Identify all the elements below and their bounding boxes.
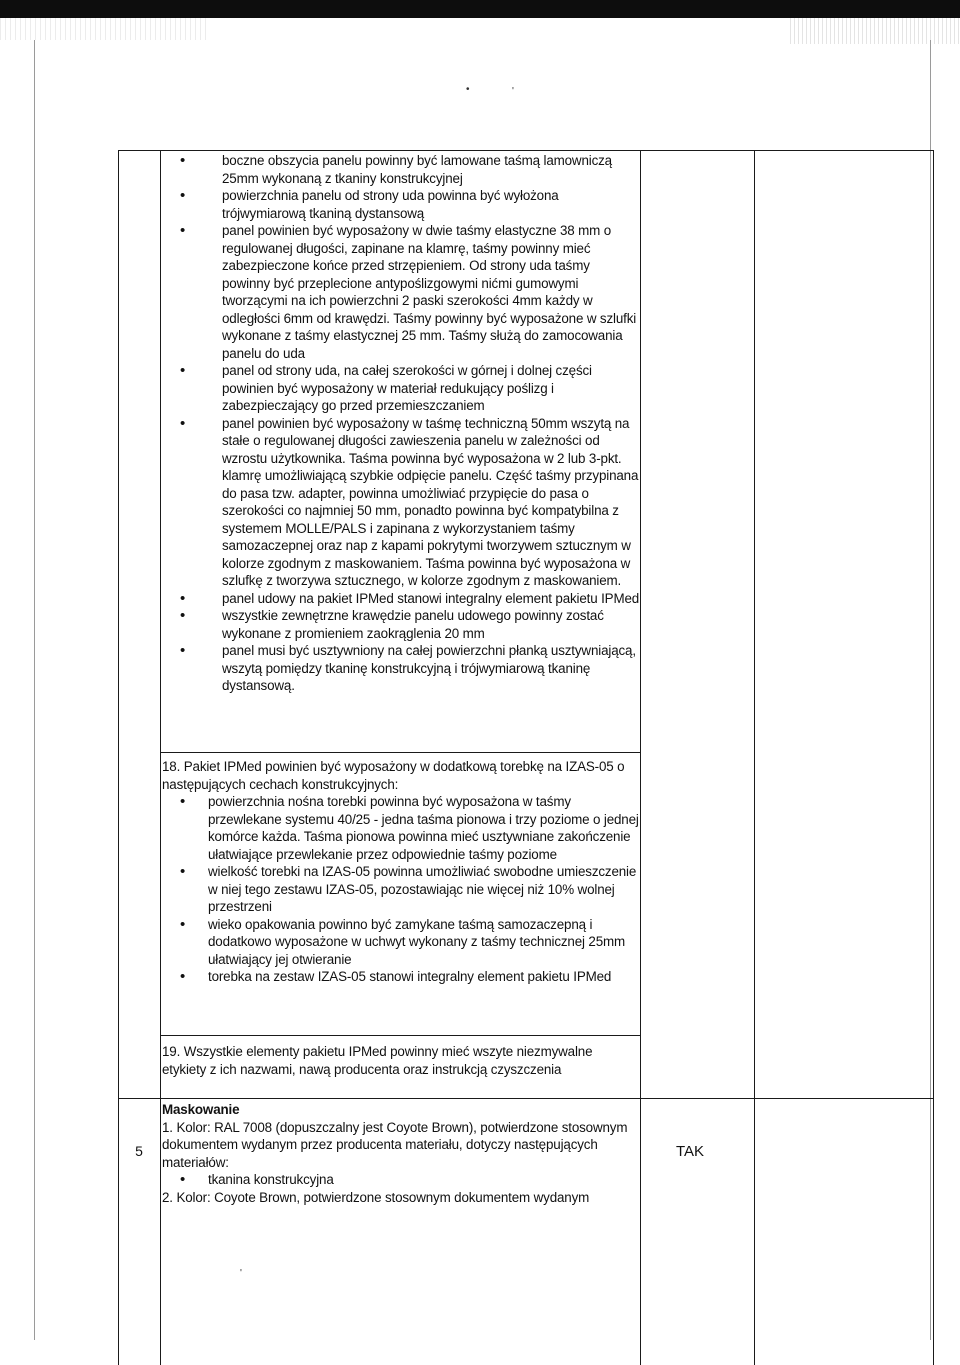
table-divider-answer (754, 150, 755, 1365)
list-item: • wszystkie zewnętrzne krawędzie panelu udowego powinny zostać wykonane z promieniem zaokrąglenia 20 mm (160, 607, 640, 642)
section-heading: Maskowanie (162, 1102, 240, 1117)
table-border-left (118, 150, 119, 1365)
list-item: • powierzchnia panelu od strony uda powinna być wyłożona trójwymiarową tkaniną dystansową (160, 187, 640, 222)
scan-speck: • (466, 84, 470, 95)
scan-top-border (0, 0, 960, 18)
table-border-right (933, 150, 934, 1365)
compliance-answer: TAK (675, 1143, 705, 1160)
block-separator (160, 1035, 640, 1036)
scan-edge-left (34, 40, 35, 1340)
list-item: • panel powinien być wyposażony w dwie taśmy elastyczne 38 mm o regulowanej długości, zapinane na klamrę, taśmy powinny mieć zabezpieczone końce przed strzępieniem. Od strony uda taśmy powinny być przeplecione antypoślizgowymi nićmi gumowymi tworzącymi na ich powierzchni 2 paski szerokości 4mm każdy w odległości 6mm od krawędzi. Taśmy powinny być wyposażone w szlufki wykonane z taśmy elastycznej 25 mm. Taśmy służą do zamocowania panelu do uda (160, 222, 640, 362)
list-item: • powierzchnia nośna torebki powinna być wyposażona w taśmy przewlekane systemu 40/25 - jedna taśma pionowa i trzy poziome o jednej komórce każda. Taśma pionowa powinna mieć usztywniane zakończenie ułatwiające przewlekanie przez odpowiednie taśmy poziome (160, 793, 640, 863)
izas-pouch-requirements (160, 758, 640, 986)
row-number: 5 (135, 1143, 143, 1159)
list-item: • panel musi być usztywniony na całej powierzchni płanką usztywniającą, wszytą pomiędzy tkaninę konstrukcyjną i trójwymiarową tkaninę dystansową. (160, 642, 640, 695)
section-title: 18. Pakiet IPMed powinien być wyposażony w dodatkową torebkę na IZAS-05 o następujących cechach konstrukcyjnych: (162, 759, 625, 792)
list-item: • panel powinien być wyposażony w taśmę techniczną 50mm wszytą na stałe o regulowanej długości zawieszenia panelu w zależności od wzrostu użytkownika. Taśma powinna być wyposażona w 2 lub 3-pkt. klamrę umożliwiającą szybkie odpięcie panelu. Część taśmy przypinana do pasa tzw. adapter, powinna umożliwiać przypięcie do pasa o szerokości co najmniej 50 mm, ponadto powinna być kompatybilna z systemem MOLLE/PALS i zapinana z wykorzystaniem taśmy samozaczepnej oraz nap z kapami pokrytymi tworzywem sztucznym w kolorze zgodnym z maskowaniem. Taśma powinna być wyposażona w szlufkę z tworzywa sztucznego, w kolorze zgodnym z maskowaniem. (160, 415, 640, 590)
color-requirement-2: 2. Kolor: Coyote Brown, potwierdzone stosownym dokumentem wydanym (162, 1189, 590, 1205)
list-item: • panel od strony uda, na całej szerokości w górnej i dolnej części powinien być wyposażony w materiał redukujący poślizg i zabezpieczający go przed przemieszczaniem (160, 362, 640, 415)
scan-noise-left (0, 18, 210, 40)
thigh-panel-requirements (160, 152, 640, 695)
scan-noise-right (790, 18, 960, 44)
block-separator (160, 752, 640, 753)
scan-speck: ' (240, 1268, 242, 1279)
list-item: • panel udowy na pakiet IPMed stanowi integralny element pakietu IPMed (160, 590, 640, 608)
camouflage-requirements (160, 1101, 640, 1206)
list-item: • tkanina konstrukcyjna (160, 1171, 640, 1189)
row-separator (118, 1098, 934, 1099)
table-border-top (118, 150, 934, 151)
list-item: • wielkość torebki na IZAS-05 powinna umożliwiać swobodne umieszczenie w niej tego zestawu IZAS-05, pozostawiając nie więcej niż 10% wolnej przestrzeni (160, 863, 640, 916)
scan-speck: ' (512, 86, 514, 97)
table-divider-description (640, 150, 641, 1365)
list-item: • wieko opakowania powinno być zamykane taśmą samozaczepną i dodatkowo wyposażone w uchwyt wykonany z taśmy technicznej 25mm ułatwiający jej otwieranie (160, 916, 640, 969)
labels-requirement (160, 1043, 640, 1078)
color-requirement-1: 1. Kolor: RAL 7008 (dopuszczalny jest Coyote Brown), potwierdzone stosownym dokumentem wydanym przez producenta materiału, dotyczy następujących materiałów: (162, 1119, 628, 1170)
list-item: • boczne obszycia panelu powinny być lamowane taśmą lamowniczą 25mm wykonaną z tkaniny konstrukcyjnej (160, 152, 640, 187)
section-text: 19. Wszystkie elementy pakietu IPMed powinny mieć wszyte niezmywalne etykiety z ich nazwami, nawą producenta oraz instrukcją czyszczenia (162, 1044, 593, 1077)
list-item: • torebka na zestaw IZAS-05 stanowi integralny element pakietu IPMed (160, 968, 640, 986)
spec-table (118, 150, 934, 1365)
